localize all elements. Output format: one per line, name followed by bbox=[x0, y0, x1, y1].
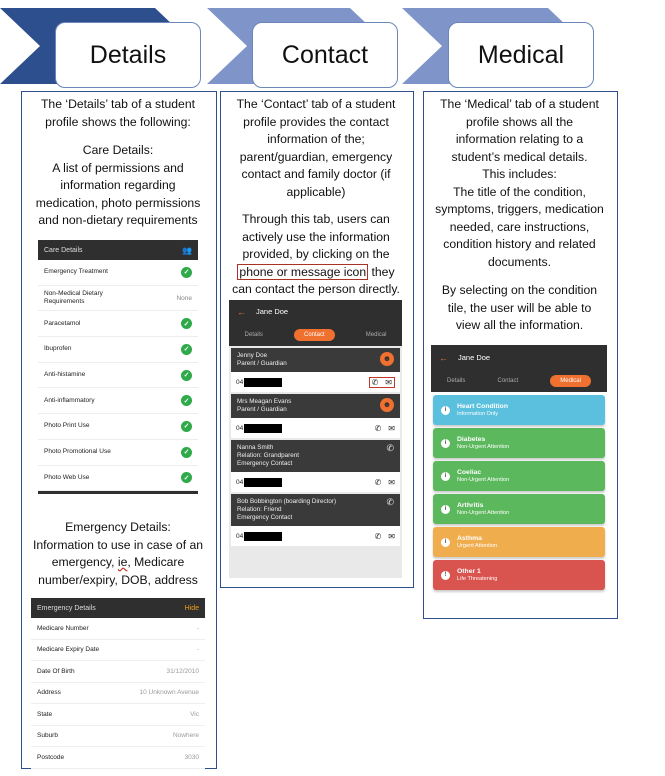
redacted-number bbox=[244, 378, 282, 387]
back-arrow-icon[interactable]: ← bbox=[237, 306, 246, 317]
care-details-text: Care Details: A list of permissions and information regarding medication, photo permissions and non-dietary requirements bbox=[35, 143, 201, 227]
contact-card-phone bbox=[231, 472, 400, 492]
care-row bbox=[38, 388, 198, 414]
app-tabs bbox=[229, 323, 402, 346]
care-row-label: Photo Promotional Use bbox=[44, 448, 111, 456]
info-icon: i bbox=[441, 538, 450, 547]
medical-intro: The ‘Medical’ tab of a student profile shows all the information relating to a student’s medical details. This includes: The title of the condition, symptoms, triggers, medication needed, care instructions, condition history and related documents. bbox=[435, 97, 604, 269]
emergency-row-value: Nowhere bbox=[172, 732, 199, 740]
care-row-label: Photo Web Use bbox=[44, 473, 90, 481]
emergency-row bbox=[31, 747, 205, 769]
emergency-row bbox=[31, 683, 205, 705]
phone-prefix: 04 bbox=[236, 378, 244, 386]
contact-actions bbox=[375, 532, 395, 541]
contact-card[interactable] bbox=[231, 440, 400, 492]
student-name: Jane Doe bbox=[458, 353, 491, 362]
details-intro: The ‘Details’ tab of a student profile shows the following: bbox=[40, 97, 195, 129]
message-icon[interactable]: ✉ bbox=[388, 477, 395, 487]
care-row bbox=[38, 286, 198, 312]
care-row-label: Anti-histamine bbox=[44, 371, 86, 379]
contact-card[interactable] bbox=[231, 494, 400, 546]
back-arrow-icon[interactable]: ← bbox=[439, 352, 448, 363]
contact-actions bbox=[375, 478, 395, 487]
phone-icon[interactable]: ✆ bbox=[374, 423, 382, 433]
app-tab-medical[interactable]: Medical bbox=[550, 375, 591, 387]
app-tab-contact[interactable]: Contact bbox=[294, 329, 335, 341]
emergency-row-label: Medicare Number bbox=[37, 624, 89, 632]
condition-status: Information Only bbox=[457, 410, 499, 417]
med-app-tabs bbox=[431, 370, 607, 392]
condition-title: Heart Condition bbox=[457, 402, 508, 410]
care-row-value: None bbox=[176, 294, 192, 302]
tab-contact[interactable]: Contact bbox=[252, 22, 398, 88]
contact-card-header bbox=[231, 440, 400, 472]
check-icon: ✓ bbox=[181, 318, 192, 329]
contact-line: Nanna Smith bbox=[237, 444, 274, 451]
contact-card-phone bbox=[231, 418, 400, 438]
hide-button[interactable]: Hide bbox=[184, 604, 199, 612]
check-icon: ✓ bbox=[181, 472, 192, 483]
care-row-label: Non-Medical Dietary Requirements bbox=[44, 290, 103, 306]
care-row bbox=[38, 337, 198, 363]
info-icon: i bbox=[441, 505, 450, 514]
condition-title: Coeliac bbox=[457, 468, 482, 476]
care-row bbox=[38, 363, 198, 389]
contact-card[interactable] bbox=[231, 394, 400, 438]
tab-medical[interactable]: Medical bbox=[448, 22, 594, 88]
emergency-row-value: - bbox=[196, 646, 199, 654]
emergency-details-text: Emergency Details: Information to use in case of an emergency, ie, Medicare number/expiry, DOB, address bbox=[32, 520, 204, 587]
contact-card-phone bbox=[231, 526, 400, 546]
check-icon: ✓ bbox=[181, 395, 192, 406]
phone-icon: ✆ bbox=[386, 497, 394, 507]
emergency-row-label: State bbox=[37, 710, 53, 718]
info-icon: i bbox=[441, 472, 450, 481]
condition-tile[interactable] bbox=[433, 428, 605, 458]
student-name: Jane Doe bbox=[256, 307, 289, 316]
emergency-row bbox=[31, 618, 205, 640]
contact-card-phone bbox=[231, 372, 400, 392]
care-panel-title: Care Details bbox=[44, 246, 83, 254]
emergency-details-panel bbox=[31, 598, 205, 761]
condition-status: Urgent Attention bbox=[457, 542, 498, 549]
emergency-row-label: Address bbox=[37, 689, 61, 697]
emergency-row bbox=[31, 640, 205, 662]
contact-card-header bbox=[231, 394, 400, 418]
tab-details[interactable]: Details bbox=[55, 22, 201, 88]
emergency-row-value: 31/12/2010 bbox=[166, 667, 199, 675]
info-icon: i bbox=[441, 406, 450, 415]
check-icon: ✓ bbox=[181, 267, 192, 278]
app-tab-details[interactable]: Details bbox=[447, 378, 466, 384]
contact-line: Bob Bobbington (boarding Director) bbox=[237, 498, 337, 505]
contact-line: Relation: Friend bbox=[237, 506, 282, 513]
care-details-panel bbox=[38, 240, 198, 489]
med-app-header bbox=[431, 345, 607, 370]
condition-status: Non-Urgent Attention bbox=[457, 509, 510, 516]
contact-actions bbox=[369, 377, 395, 388]
condition-tile[interactable] bbox=[433, 494, 605, 524]
contact-actions bbox=[375, 424, 395, 433]
message-icon[interactable]: ✉ bbox=[388, 423, 395, 433]
medical-app-screen bbox=[431, 345, 607, 610]
contact-line: Relation: Grandparent bbox=[237, 452, 299, 459]
contact-card[interactable] bbox=[231, 348, 400, 392]
phone-or-message-highlight: phone or message icon bbox=[239, 264, 367, 279]
app-header bbox=[229, 300, 402, 323]
emergency-row-label: Postcode bbox=[37, 753, 65, 761]
condition-title: Diabetes bbox=[457, 435, 486, 443]
emergency-row-value: - bbox=[196, 624, 199, 632]
contact-line: Parent / Guardian bbox=[237, 406, 287, 413]
care-row-label: Photo Print Use bbox=[44, 422, 90, 430]
contact-card-header bbox=[231, 494, 400, 526]
condition-tile[interactable] bbox=[433, 527, 605, 557]
care-row-label: Paracetamol bbox=[44, 319, 81, 327]
emergency-row-value: 10 Unknown Avenue bbox=[139, 689, 199, 697]
alert-icon: ! bbox=[441, 571, 450, 580]
app-tab-medical[interactable]: Medical bbox=[365, 331, 387, 338]
care-row-label: Emergency Treatment bbox=[44, 268, 108, 276]
condition-title: Asthma bbox=[457, 534, 482, 542]
care-row bbox=[38, 466, 198, 492]
condition-status: Non-Urgent Attention bbox=[457, 443, 510, 450]
care-row bbox=[38, 311, 198, 337]
emergency-row bbox=[31, 661, 205, 683]
phone-icon[interactable]: ✆ bbox=[374, 477, 382, 487]
condition-tile[interactable] bbox=[433, 560, 605, 590]
contact-intro: The ‘Contact’ tab of a student profile provides the contact information of the; parent/guardian, emergency contact and family doctor (if applicable) bbox=[236, 97, 396, 199]
emergency-row bbox=[31, 704, 205, 726]
condition-status: Non-Urgent Attention bbox=[457, 476, 510, 483]
contact-line: Parent / Guardian bbox=[237, 360, 287, 367]
emergency-row-value: 3030 bbox=[184, 753, 199, 761]
condition-tile[interactable] bbox=[433, 461, 605, 491]
phone-prefix: 04 bbox=[236, 532, 244, 540]
care-row bbox=[38, 260, 198, 286]
condition-status: Life Threatening bbox=[457, 575, 498, 582]
contact-card-header bbox=[231, 348, 400, 372]
phone-icon[interactable]: ✆ bbox=[371, 377, 379, 387]
message-icon[interactable]: ✉ bbox=[385, 377, 392, 387]
phone-prefix: 04 bbox=[236, 424, 244, 432]
emergency-row-label: Suburb bbox=[37, 732, 58, 740]
redacted-number bbox=[244, 424, 282, 433]
condition-tile[interactable] bbox=[433, 395, 605, 425]
care-panel-header bbox=[38, 240, 198, 260]
avatar-icon: ☻ bbox=[380, 352, 394, 366]
emergency-panel-header bbox=[31, 598, 205, 618]
condition-title: Other 1 bbox=[457, 567, 481, 575]
care-row bbox=[38, 440, 198, 466]
avatar-icon: ☻ bbox=[380, 398, 394, 412]
app-tab-contact[interactable]: Contact bbox=[497, 378, 519, 384]
emergency-row-value: Vic bbox=[190, 710, 199, 718]
phone-prefix: 04 bbox=[236, 478, 244, 486]
check-icon: ✓ bbox=[181, 370, 192, 381]
contact-line: Mrs Meagan Evans bbox=[237, 398, 292, 405]
message-icon[interactable]: ✉ bbox=[388, 531, 395, 541]
emergency-row-label: Date Of Birth bbox=[37, 667, 75, 675]
phone-icon[interactable]: ✆ bbox=[374, 531, 382, 541]
redacted-number bbox=[244, 532, 282, 541]
contact-line: Emergency Contact bbox=[237, 514, 293, 521]
contact-line: Jenny Doe bbox=[237, 352, 268, 359]
info-icon: i bbox=[441, 439, 450, 448]
care-row-label: Ibuprofen bbox=[44, 345, 72, 353]
app-tab-details[interactable]: Details bbox=[244, 331, 263, 338]
redacted-number bbox=[244, 478, 282, 487]
phone-icon: ✆ bbox=[386, 443, 394, 453]
contact-app-screen bbox=[229, 300, 402, 578]
condition-title: Arthritis bbox=[457, 501, 484, 509]
contact-line: Emergency Contact bbox=[237, 460, 293, 467]
check-icon: ✓ bbox=[181, 421, 192, 432]
care-row bbox=[38, 414, 198, 440]
check-icon: ✓ bbox=[181, 447, 192, 458]
medical-select: By selecting on the condition tile, the user will be able to view all the information. bbox=[441, 283, 598, 332]
emergency-row bbox=[31, 726, 205, 748]
emergency-row-label: Medicare Expiry Date bbox=[37, 646, 100, 654]
care-row-label: Anti-inflammatory bbox=[44, 396, 95, 404]
contact-through: Through this tab, users can actively use the information provided, by clicking on the phone or message icon they can contact the person directly. bbox=[232, 212, 400, 296]
people-icon: 👥 bbox=[182, 245, 192, 255]
emergency-panel-title: Emergency Details bbox=[37, 604, 96, 612]
check-icon: ✓ bbox=[181, 344, 192, 355]
